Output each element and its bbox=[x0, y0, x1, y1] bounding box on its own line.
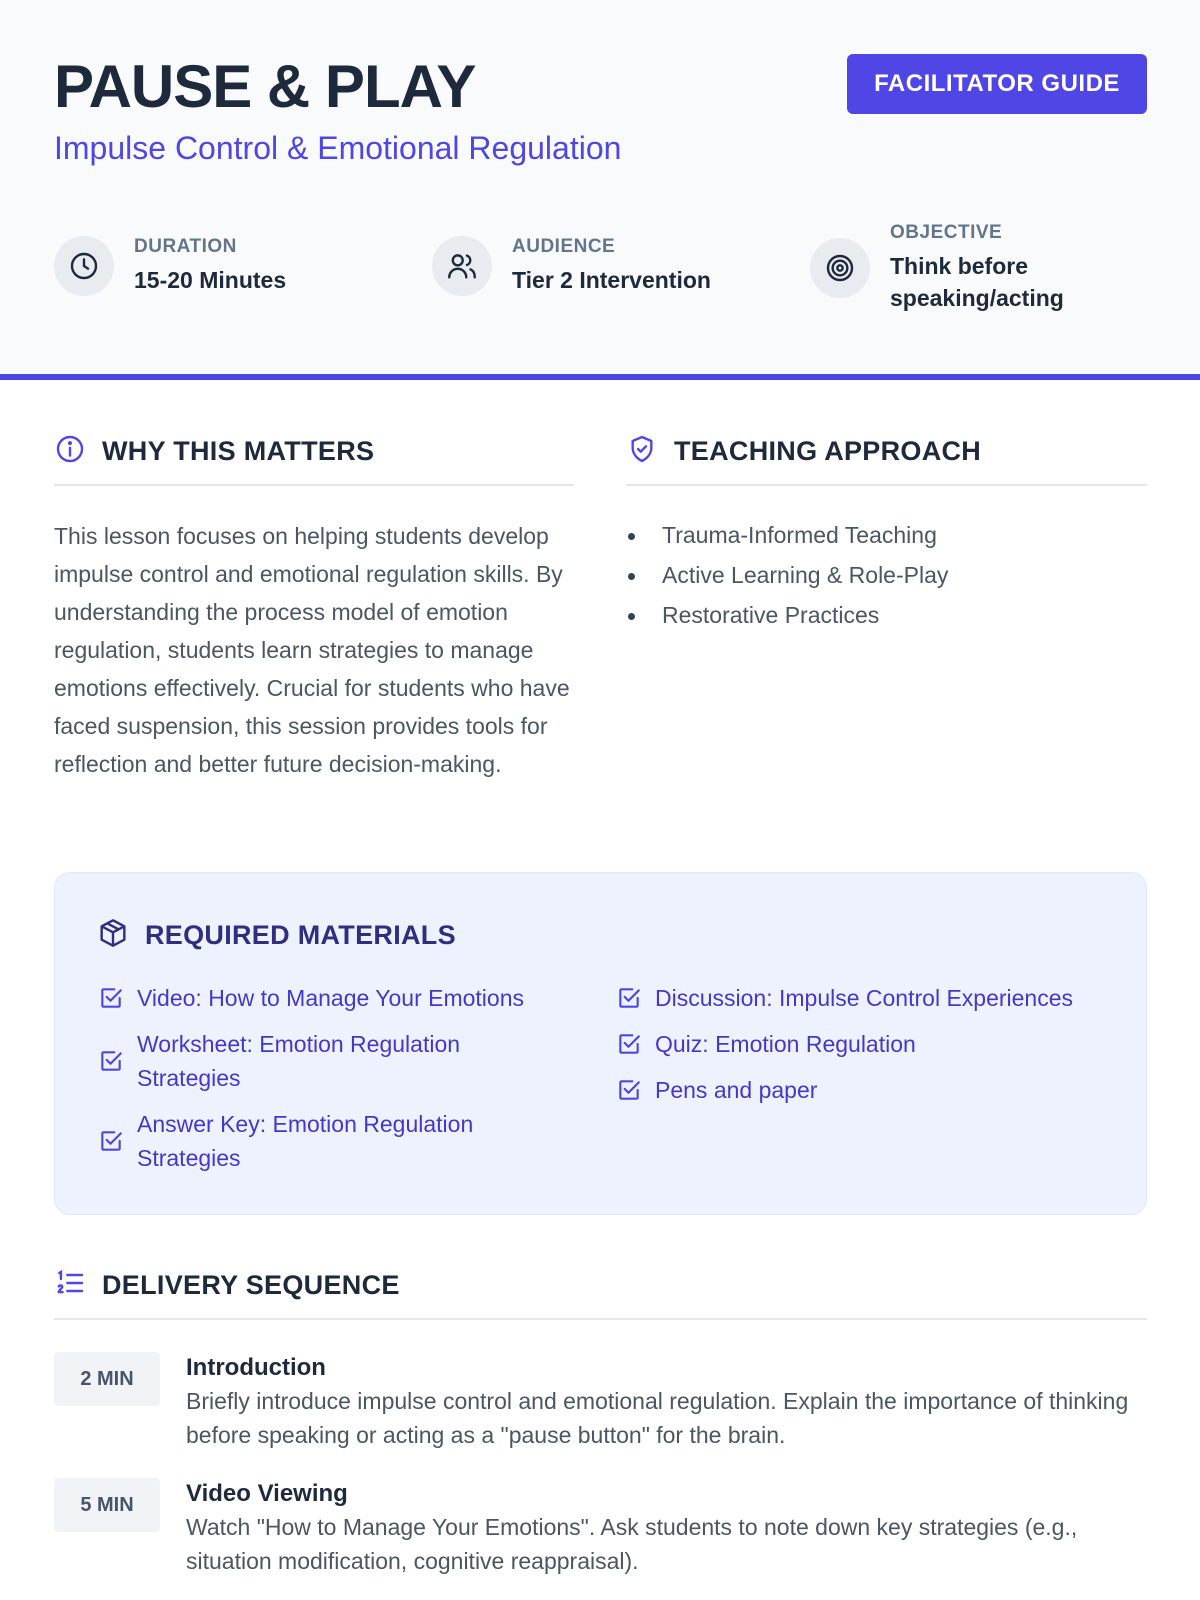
list-item: Restorative Practices bbox=[626, 595, 948, 635]
checkbox-icon bbox=[615, 985, 643, 1011]
materials-card bbox=[54, 872, 1147, 1215]
meta-label: DURATION bbox=[134, 236, 237, 257]
ordered-list-icon bbox=[54, 1267, 86, 1304]
section-title: REQUIRED MATERIALS bbox=[145, 920, 456, 950]
material-item bbox=[615, 981, 1125, 1015]
materials-left-column bbox=[97, 981, 577, 1187]
step-title: Introduction bbox=[186, 1354, 326, 1381]
meta-value: Tier 2 Intervention bbox=[512, 267, 711, 293]
materials-right-column bbox=[615, 981, 1125, 1119]
material-label: Video: How to Manage Your Emotions bbox=[137, 985, 524, 1011]
meta-label: AUDIENCE bbox=[512, 236, 616, 257]
page-title: PAUSE & PLAY bbox=[54, 53, 476, 120]
why-heading bbox=[54, 433, 574, 486]
material-label: Quiz: Emotion Regulation bbox=[655, 1031, 916, 1057]
time-badge: 2 MIN bbox=[54, 1352, 160, 1406]
checkbox-icon bbox=[97, 985, 125, 1011]
material-item bbox=[97, 981, 577, 1015]
step-title: Video Viewing bbox=[186, 1480, 348, 1507]
section-title: DELIVERY SEQUENCE bbox=[102, 1270, 400, 1300]
meta-value: 15-20 Minutes bbox=[134, 267, 287, 293]
header bbox=[0, 0, 1200, 380]
shield-check-icon bbox=[626, 433, 658, 470]
material-label: Discussion: Impulse Control Experiences bbox=[655, 985, 1074, 1011]
section-title: WHY THIS MATTERS bbox=[102, 436, 375, 466]
material-item bbox=[615, 1027, 1125, 1061]
sequence-heading bbox=[54, 1267, 1147, 1320]
sequence-step bbox=[54, 1478, 1147, 1578]
approach-list bbox=[626, 515, 948, 635]
material-label: Pens and paper bbox=[655, 1077, 818, 1103]
meta-audience bbox=[432, 236, 711, 296]
material-label: Worksheet: Emotion Regulation Strategies bbox=[137, 1031, 461, 1091]
why-text: This lesson focuses on helping students develop impulse control and emotional regulation skills. By understanding the process model of emotion regulation, students learn strategies to manage emotions effectively. Crucial for students who have faced suspension, this session provides tools for reflection and better future decision-making. bbox=[54, 523, 570, 777]
meta-label: OBJECTIVE bbox=[890, 222, 1003, 243]
clock-icon bbox=[54, 236, 114, 296]
approach-heading bbox=[626, 433, 1147, 486]
step-description: Briefly introduce impulse control and emotional regulation. Explain the importance of thinking before speaking or acting as a "pause button" for the brain. bbox=[186, 1388, 1129, 1448]
facilitator-guide-button[interactable]: FACILITATOR GUIDE bbox=[847, 54, 1147, 114]
material-item bbox=[97, 1107, 577, 1175]
list-item: Active Learning & Role-Play bbox=[626, 555, 948, 595]
time-badge: 5 MIN bbox=[54, 1478, 160, 1532]
target-icon bbox=[810, 238, 870, 298]
list-item: Trauma-Informed Teaching bbox=[626, 515, 948, 555]
material-item bbox=[97, 1027, 577, 1095]
package-icon bbox=[97, 917, 129, 954]
info-icon bbox=[54, 433, 86, 470]
checkbox-icon bbox=[97, 1048, 125, 1074]
sequence-step bbox=[54, 1352, 1147, 1452]
step-description: Watch "How to Manage Your Emotions". Ask students to note down key strategies (e.g., situation modification, cognitive reappraisal). bbox=[186, 1514, 1078, 1574]
page-subtitle: Impulse Control & Emotional Regulation bbox=[54, 130, 622, 166]
materials-heading bbox=[97, 917, 456, 954]
meta-duration bbox=[54, 236, 286, 296]
checkbox-icon bbox=[615, 1031, 643, 1057]
checkbox-icon bbox=[615, 1077, 643, 1103]
material-item bbox=[615, 1073, 1125, 1107]
material-label: Answer Key: Emotion Regulation Strategies bbox=[137, 1111, 474, 1171]
checkbox-icon bbox=[97, 1128, 125, 1154]
meta-objective bbox=[810, 222, 1090, 314]
meta-value: Think before speaking/acting bbox=[890, 253, 1064, 311]
users-icon bbox=[432, 236, 492, 296]
section-title: TEACHING APPROACH bbox=[674, 436, 982, 466]
